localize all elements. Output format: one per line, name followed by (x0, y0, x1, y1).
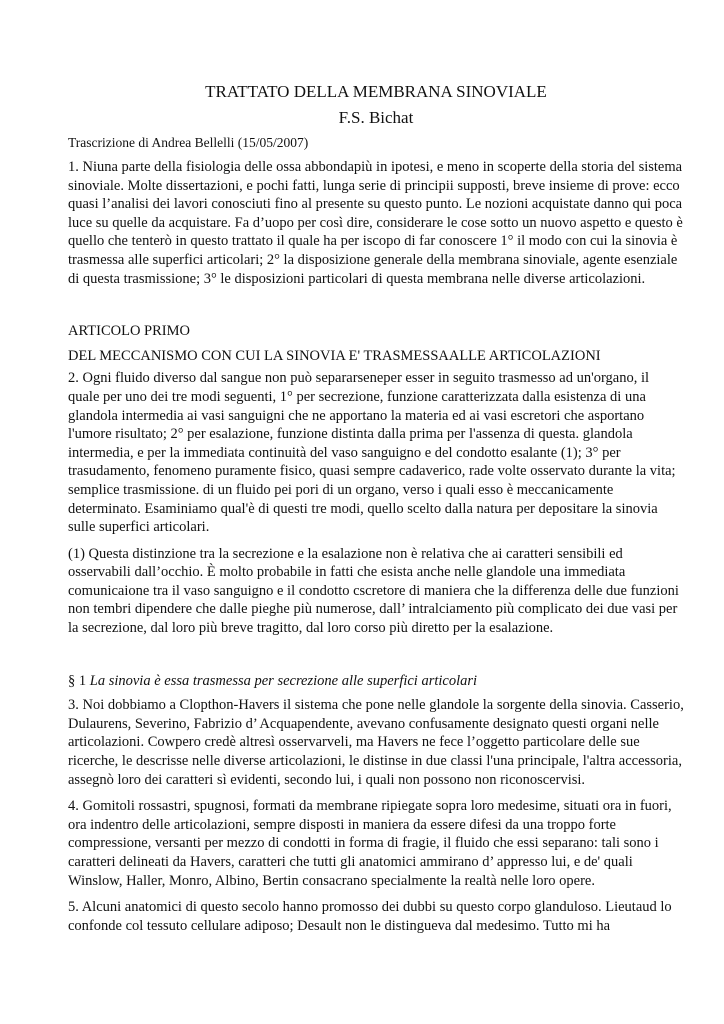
paragraph-1: 1. Niuna parte della fisiologia delle ossa abbondapiù in ipotesi, e meno in scoperte della storia del sistema sinoviale. Molte dissertazioni, e pochi fatti, lunga serie di principii supposti, breve insieme di prove: ecco quasi l’analisi dei lavori conosciuti fino al presente su questo punto. Le nozioni acquistate danno qui poca luce su quelle da acquistare. Fa d’uopo per così dire, considerare le cose sotto un nuovo aspetto e questo è quello che tenterò in questo trattato il quale ha per iscopo di far conoscere 1° il modo con cui la sinovia è trasmessa alle superfici articolari; 2° la disposizione generale della membrana sinoviale, agente esenziale di questa trasmissione; 3° le disposizioni particolari di questa membrana nelle diverse articolazioni. (68, 159, 683, 287)
spacer (68, 646, 684, 672)
paragraph-2: 2. Ogni fluido diverso dal sangue non può separarseneper esser in seguito trasmesso ad un'organo, il quale per uno dei tre modi seguenti, 1° per secrezione, funzione caratterizzata dalla esistenza di una glandola intermedia ai vasi sanguigni che ne apportano la materia ed ai vasi escretori che asportano l'umore risultato; 2° per esalazione, funzione distinta dalla prima per l'assenza di questa. glandola intermedia, e per la immediata continuità del vaso sanguigno e del condotto esalante (1); 3° per trasudamento, fenomeno puramente fisico, quasi sempre cadaverico, rade volte osservato durante la vita; semplice trasmissione. di un fluido pei pori di un organo, verso i quali esso è meccanicamente determinato. Esaminiamo qual'è di questi tre modi, quello scelto dalla natura per depositare la sinovia sulle superfici articolari. (68, 370, 676, 536)
paragraph-3: 3. Noi dobbiamo a Clopthon-Havers il sistema che pone nelle glandole la sorgente della sinovia. Casserio, Dulaurens, Severino, Fabrizio d’ Acquapendente, avevano confusamente designato questi organi nelle articolazioni. Cowpero credè altresì osservarveli, ma Havers ne fece l’oggetto particolare delle sue ricerche, le descrisse nelle diverse articolazioni, le distinse in due classi l'una principale, l'altra accessoria, assegnò loro dei caratteri sì evidenti, secondo lui, i quali non possono non riconoscervisi. (68, 697, 684, 788)
paragraph-4: 4. Gomitoli rossastri, spugnosi, formati da membrane ripiegate sopra loro medesime, situati ora in fuori, ora indentro delle articolazioni, sempre disposti in maniera da essere difesi da una troppo forte compressione, versanti per mezzo di condotti in forma di fragie, il fluido che essi separano: tali sono i caratteri delineati da Havers, caratteri che tutti gli anatomici ammirano d’ appresso lui, e de' quali Winslow, Haller, Monro, Albino, Bertin consacrano specialmente la realtà nelle loro opere. (68, 798, 672, 889)
section-prefix: § 1 (68, 672, 87, 689)
section-title (68, 672, 684, 691)
document-author: F.S. Bichat (338, 108, 414, 127)
section-title-text: La sinovia è essa trasmessa per secrezione alle superfici articolari (89, 672, 478, 689)
spacer (68, 296, 684, 322)
footnote: (1) Questa distinzione tra la secrezione e la esalazione non è relativa che ai caratteri sensibili ed osservabili dall’occhio. È molto probabile in fatti che esista anche nelle glandole una immediata comunicaione tra il vaso sanguigno e il condotto cscretore di maniera che la differenza delle due funzioni non tembri dipendere che dalle pieghe più numerose, dall’ intralciamento più complicato dei due vasi per la secrezione, dal loro più breve tragitto, dal loro corso più diretto per la esalazione. (68, 545, 679, 637)
article-subheading: DEL MECCANISMO CON CUI LA SINOVIA E' TRASMESSAALLE ARTICOLAZIONI (68, 347, 601, 364)
paragraph-5: 5. Alcuni anatomici di questo secolo hanno promosso dei dubbi su questo corpo glanduloso. Lieutaud lo confonde col tessuto cellulare adiposo; Desault non le distingueva dal medesimo. Tutto mi ha (68, 899, 672, 934)
article-heading: ARTICOLO PRIMO (68, 323, 190, 340)
document-title: TRATTATO DELLA MEMBRANA SINOVIALE (205, 82, 547, 101)
transcription-credit: Trascrizione di Andrea Bellelli (15/05/2007) (68, 135, 309, 150)
